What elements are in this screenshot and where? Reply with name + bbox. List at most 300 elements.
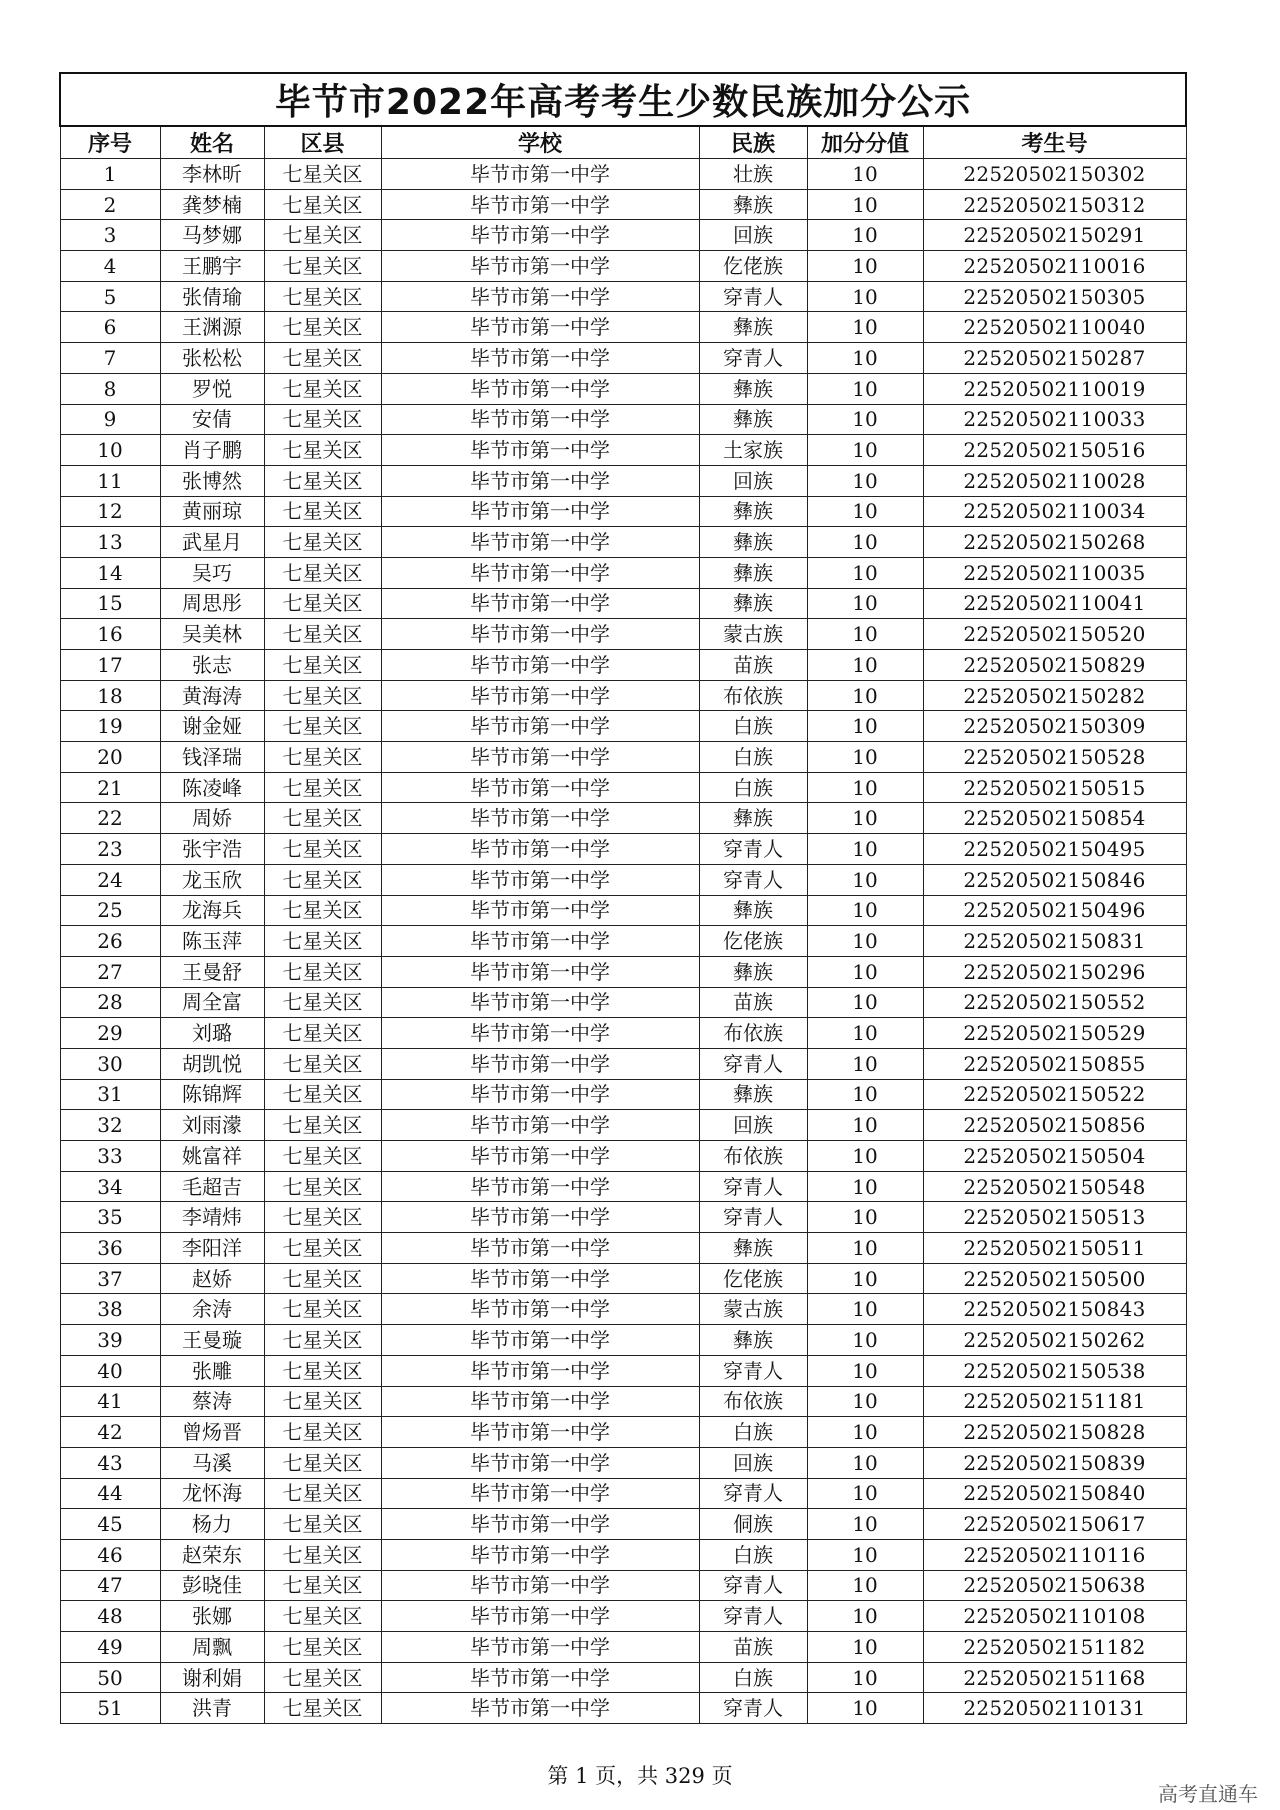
cell-school: 毕节市第一中学 <box>381 557 699 588</box>
cell-district: 七星关区 <box>264 281 381 312</box>
cell-name: 赵娇 <box>160 1263 264 1294</box>
cell-bonus: 10 <box>807 834 923 865</box>
table-row <box>60 1662 1186 1693</box>
table-row <box>60 496 1186 527</box>
cell-exam-id: 22520502110035 <box>923 557 1186 588</box>
cell-bonus: 10 <box>807 1693 923 1724</box>
cell-name: 龚梦楠 <box>160 189 264 220</box>
cell-district: 七星关区 <box>264 650 381 681</box>
cell-school: 毕节市第一中学 <box>381 312 699 343</box>
table-row <box>60 435 1186 466</box>
table-row <box>60 404 1186 435</box>
cell-school: 毕节市第一中学 <box>381 803 699 834</box>
cell-ethnicity: 布依族 <box>699 1386 807 1417</box>
cell-bonus: 10 <box>807 864 923 895</box>
cell-district: 七星关区 <box>264 189 381 220</box>
cell-district: 七星关区 <box>264 343 381 374</box>
cell-school: 毕节市第一中学 <box>381 956 699 987</box>
table-row <box>60 527 1186 558</box>
cell-school: 毕节市第一中学 <box>381 527 699 558</box>
table-row <box>60 895 1186 926</box>
cell-bonus: 10 <box>807 926 923 957</box>
cell-exam-id: 22520502150302 <box>923 159 1186 190</box>
cell-bonus: 10 <box>807 435 923 466</box>
cell-school: 毕节市第一中学 <box>381 404 699 435</box>
cell-exam-id: 22520502150282 <box>923 680 1186 711</box>
table-row <box>60 834 1186 865</box>
cell-bonus: 10 <box>807 1294 923 1325</box>
cell-bonus: 10 <box>807 220 923 251</box>
cell-bonus: 10 <box>807 281 923 312</box>
cell-exam-id: 22520502150296 <box>923 956 1186 987</box>
cell-ethnicity: 穿青人 <box>699 1693 807 1724</box>
cell-bonus: 10 <box>807 1355 923 1386</box>
cell-index: 47 <box>60 1570 160 1601</box>
cell-bonus: 10 <box>807 1171 923 1202</box>
cell-name: 马溪 <box>160 1447 264 1478</box>
cell-district: 七星关区 <box>264 1294 381 1325</box>
cell-index: 7 <box>60 343 160 374</box>
cell-ethnicity: 白族 <box>699 711 807 742</box>
cell-bonus: 10 <box>807 1110 923 1141</box>
cell-school: 毕节市第一中学 <box>381 711 699 742</box>
column-header-ethnicity: 民族 <box>699 126 807 159</box>
cell-ethnicity: 白族 <box>699 742 807 773</box>
cell-bonus: 10 <box>807 987 923 1018</box>
cell-index: 9 <box>60 404 160 435</box>
cell-name: 王鹏宇 <box>160 251 264 282</box>
cell-district: 七星关区 <box>264 588 381 619</box>
cell-index: 40 <box>60 1355 160 1386</box>
cell-school: 毕节市第一中学 <box>381 619 699 650</box>
cell-index: 38 <box>60 1294 160 1325</box>
cell-exam-id: 22520502150262 <box>923 1325 1186 1356</box>
cell-ethnicity: 土家族 <box>699 435 807 466</box>
cell-district: 七星关区 <box>264 1048 381 1079</box>
cell-district: 七星关区 <box>264 404 381 435</box>
table-row <box>60 1294 1186 1325</box>
cell-bonus: 10 <box>807 588 923 619</box>
cell-district: 七星关区 <box>264 312 381 343</box>
cell-bonus: 10 <box>807 343 923 374</box>
cell-ethnicity: 穿青人 <box>699 1478 807 1509</box>
cell-index: 5 <box>60 281 160 312</box>
cell-exam-id: 22520502151181 <box>923 1386 1186 1417</box>
column-header-name: 姓名 <box>160 126 264 159</box>
cell-name: 李靖炜 <box>160 1202 264 1233</box>
column-header-exam-id: 考生号 <box>923 126 1186 159</box>
cell-bonus: 10 <box>807 1263 923 1294</box>
cell-name: 张雕 <box>160 1355 264 1386</box>
cell-exam-id: 22520502151168 <box>923 1662 1186 1693</box>
cell-school: 毕节市第一中学 <box>381 251 699 282</box>
cell-ethnicity: 穿青人 <box>699 1355 807 1386</box>
cell-exam-id: 22520502150538 <box>923 1355 1186 1386</box>
cell-index: 18 <box>60 680 160 711</box>
table-row <box>60 619 1186 650</box>
cell-name: 罗悦 <box>160 373 264 404</box>
cell-district: 七星关区 <box>264 527 381 558</box>
table-row <box>60 742 1186 773</box>
cell-ethnicity: 回族 <box>699 220 807 251</box>
cell-index: 49 <box>60 1632 160 1663</box>
cell-ethnicity: 苗族 <box>699 650 807 681</box>
cell-district: 七星关区 <box>264 1018 381 1049</box>
cell-index: 39 <box>60 1325 160 1356</box>
cell-bonus: 10 <box>807 1447 923 1478</box>
cell-index: 14 <box>60 557 160 588</box>
cell-index: 35 <box>60 1202 160 1233</box>
cell-name: 陈凌峰 <box>160 772 264 803</box>
cell-index: 50 <box>60 1662 160 1693</box>
table-row <box>60 220 1186 251</box>
cell-bonus: 10 <box>807 527 923 558</box>
cell-district: 七星关区 <box>264 742 381 773</box>
column-header-bonus: 加分分值 <box>807 126 923 159</box>
cell-school: 毕节市第一中学 <box>381 159 699 190</box>
cell-district: 七星关区 <box>264 1110 381 1141</box>
cell-bonus: 10 <box>807 742 923 773</box>
cell-bonus: 10 <box>807 557 923 588</box>
cell-bonus: 10 <box>807 1018 923 1049</box>
cell-name: 周飘 <box>160 1632 264 1663</box>
cell-school: 毕节市第一中学 <box>381 1417 699 1448</box>
cell-bonus: 10 <box>807 1539 923 1570</box>
cell-district: 七星关区 <box>264 926 381 957</box>
cell-school: 毕节市第一中学 <box>381 1632 699 1663</box>
cell-ethnicity: 仡佬族 <box>699 926 807 957</box>
cell-bonus: 10 <box>807 1141 923 1172</box>
table-row <box>60 1048 1186 1079</box>
cell-ethnicity: 穿青人 <box>699 1601 807 1632</box>
cell-name: 王曼璇 <box>160 1325 264 1356</box>
cell-school: 毕节市第一中学 <box>381 772 699 803</box>
cell-index: 34 <box>60 1171 160 1202</box>
cell-school: 毕节市第一中学 <box>381 588 699 619</box>
cell-exam-id: 22520502150855 <box>923 1048 1186 1079</box>
cell-bonus: 10 <box>807 619 923 650</box>
cell-exam-id: 22520502150617 <box>923 1509 1186 1540</box>
table-row <box>60 956 1186 987</box>
cell-index: 24 <box>60 864 160 895</box>
table-row <box>60 1632 1186 1663</box>
cell-school: 毕节市第一中学 <box>381 1110 699 1141</box>
cell-index: 41 <box>60 1386 160 1417</box>
table-row <box>60 1447 1186 1478</box>
cell-school: 毕节市第一中学 <box>381 1202 699 1233</box>
cell-district: 七星关区 <box>264 680 381 711</box>
cell-school: 毕节市第一中学 <box>381 1478 699 1509</box>
cell-bonus: 10 <box>807 1632 923 1663</box>
cell-index: 28 <box>60 987 160 1018</box>
table-row <box>60 465 1186 496</box>
cell-ethnicity: 彝族 <box>699 496 807 527</box>
cell-bonus: 10 <box>807 1386 923 1417</box>
table-row <box>60 864 1186 895</box>
column-header-district: 区县 <box>264 126 381 159</box>
cell-school: 毕节市第一中学 <box>381 1141 699 1172</box>
table-row <box>60 1325 1186 1356</box>
cell-district: 七星关区 <box>264 895 381 926</box>
cell-name: 吴巧 <box>160 557 264 588</box>
cell-bonus: 10 <box>807 650 923 681</box>
cell-district: 七星关区 <box>264 251 381 282</box>
cell-index: 51 <box>60 1693 160 1724</box>
cell-district: 七星关区 <box>264 987 381 1018</box>
cell-district: 七星关区 <box>264 557 381 588</box>
cell-bonus: 10 <box>807 803 923 834</box>
cell-name: 张宇浩 <box>160 834 264 865</box>
cell-bonus: 10 <box>807 496 923 527</box>
cell-bonus: 10 <box>807 373 923 404</box>
cell-index: 13 <box>60 527 160 558</box>
cell-name: 王渊源 <box>160 312 264 343</box>
cell-exam-id: 22520502110033 <box>923 404 1186 435</box>
table-row <box>60 251 1186 282</box>
cell-name: 刘璐 <box>160 1018 264 1049</box>
cell-name: 张松松 <box>160 343 264 374</box>
cell-name: 胡凯悦 <box>160 1048 264 1079</box>
cell-index: 30 <box>60 1048 160 1079</box>
column-header-index: 序号 <box>60 126 160 159</box>
cell-exam-id: 22520502150516 <box>923 435 1186 466</box>
cell-exam-id: 22520502150840 <box>923 1478 1186 1509</box>
cell-exam-id: 22520502150843 <box>923 1294 1186 1325</box>
cell-ethnicity: 白族 <box>699 1417 807 1448</box>
cell-ethnicity: 白族 <box>699 1662 807 1693</box>
cell-district: 七星关区 <box>264 1447 381 1478</box>
cell-index: 8 <box>60 373 160 404</box>
cell-ethnicity: 穿青人 <box>699 864 807 895</box>
cell-index: 6 <box>60 312 160 343</box>
cell-exam-id: 22520502150291 <box>923 220 1186 251</box>
table-row <box>60 557 1186 588</box>
table-row <box>60 803 1186 834</box>
cell-district: 七星关区 <box>264 435 381 466</box>
table-row <box>60 281 1186 312</box>
cell-school: 毕节市第一中学 <box>381 1386 699 1417</box>
cell-school: 毕节市第一中学 <box>381 496 699 527</box>
cell-bonus: 10 <box>807 1325 923 1356</box>
cell-exam-id: 22520502150839 <box>923 1447 1186 1478</box>
table-row <box>60 1601 1186 1632</box>
cell-ethnicity: 彝族 <box>699 1325 807 1356</box>
cell-district: 七星关区 <box>264 1325 381 1356</box>
cell-name: 龙怀海 <box>160 1478 264 1509</box>
cell-bonus: 10 <box>807 1079 923 1110</box>
cell-exam-id: 22520502110041 <box>923 588 1186 619</box>
cell-ethnicity: 穿青人 <box>699 1202 807 1233</box>
cell-school: 毕节市第一中学 <box>381 864 699 895</box>
cell-bonus: 10 <box>807 404 923 435</box>
cell-ethnicity: 蒙古族 <box>699 619 807 650</box>
cell-name: 张博然 <box>160 465 264 496</box>
cell-name: 黄海涛 <box>160 680 264 711</box>
cell-index: 19 <box>60 711 160 742</box>
bonus-points-table <box>59 72 1187 1724</box>
cell-school: 毕节市第一中学 <box>381 650 699 681</box>
cell-index: 12 <box>60 496 160 527</box>
cell-district: 七星关区 <box>264 1632 381 1663</box>
cell-exam-id: 22520502150831 <box>923 926 1186 957</box>
page-footer: 第 1 页，共 329 页 <box>547 1764 733 1788</box>
cell-index: 31 <box>60 1079 160 1110</box>
table-row <box>60 1171 1186 1202</box>
cell-ethnicity: 蒙古族 <box>699 1294 807 1325</box>
cell-district: 七星关区 <box>264 1601 381 1632</box>
cell-name: 周娇 <box>160 803 264 834</box>
table-row <box>60 1141 1186 1172</box>
cell-exam-id: 22520502110016 <box>923 251 1186 282</box>
table-row <box>60 987 1186 1018</box>
cell-index: 25 <box>60 895 160 926</box>
cell-exam-id: 22520502150529 <box>923 1018 1186 1049</box>
cell-exam-id: 22520502150495 <box>923 834 1186 865</box>
cell-name: 杨力 <box>160 1509 264 1540</box>
cell-school: 毕节市第一中学 <box>381 742 699 773</box>
cell-school: 毕节市第一中学 <box>381 281 699 312</box>
cell-name: 肖子鹏 <box>160 435 264 466</box>
cell-index: 16 <box>60 619 160 650</box>
table-row <box>60 1079 1186 1110</box>
cell-ethnicity: 穿青人 <box>699 343 807 374</box>
cell-name: 王曼舒 <box>160 956 264 987</box>
cell-name: 李林昕 <box>160 159 264 190</box>
cell-ethnicity: 白族 <box>699 772 807 803</box>
table-row <box>60 1202 1186 1233</box>
cell-school: 毕节市第一中学 <box>381 1662 699 1693</box>
cell-exam-id: 22520502110131 <box>923 1693 1186 1724</box>
table-row <box>60 1018 1186 1049</box>
table-row <box>60 1233 1186 1264</box>
cell-ethnicity: 穿青人 <box>699 281 807 312</box>
cell-district: 七星关区 <box>264 220 381 251</box>
watermark-text: 高考直通车 <box>1158 1782 1258 1806</box>
cell-ethnicity: 彝族 <box>699 312 807 343</box>
cell-name: 陈锦辉 <box>160 1079 264 1110</box>
cell-district: 七星关区 <box>264 711 381 742</box>
cell-index: 22 <box>60 803 160 834</box>
cell-exam-id: 22520502150846 <box>923 864 1186 895</box>
cell-school: 毕节市第一中学 <box>381 1601 699 1632</box>
cell-name: 李阳洋 <box>160 1233 264 1264</box>
cell-ethnicity: 布依族 <box>699 680 807 711</box>
cell-ethnicity: 回族 <box>699 465 807 496</box>
cell-district: 七星关区 <box>264 772 381 803</box>
table-row <box>60 189 1186 220</box>
cell-district: 七星关区 <box>264 1478 381 1509</box>
cell-exam-id: 22520502151182 <box>923 1632 1186 1663</box>
cell-exam-id: 22520502150528 <box>923 742 1186 773</box>
cell-ethnicity: 彝族 <box>699 803 807 834</box>
cell-exam-id: 22520502150638 <box>923 1570 1186 1601</box>
column-header-school: 学校 <box>381 126 699 159</box>
table-row <box>60 1539 1186 1570</box>
cell-exam-id: 22520502150829 <box>923 650 1186 681</box>
cell-district: 七星关区 <box>264 1141 381 1172</box>
cell-bonus: 10 <box>807 1478 923 1509</box>
cell-name: 曾炀晋 <box>160 1417 264 1448</box>
cell-school: 毕节市第一中学 <box>381 1509 699 1540</box>
cell-school: 毕节市第一中学 <box>381 1693 699 1724</box>
cell-bonus: 10 <box>807 1417 923 1448</box>
cell-bonus: 10 <box>807 1048 923 1079</box>
cell-school: 毕节市第一中学 <box>381 1018 699 1049</box>
cell-school: 毕节市第一中学 <box>381 1233 699 1264</box>
cell-exam-id: 22520502110028 <box>923 465 1186 496</box>
table-row <box>60 680 1186 711</box>
table-row <box>60 1263 1186 1294</box>
cell-index: 37 <box>60 1263 160 1294</box>
cell-bonus: 10 <box>807 895 923 926</box>
cell-ethnicity: 回族 <box>699 1110 807 1141</box>
table-row <box>60 1509 1186 1540</box>
cell-school: 毕节市第一中学 <box>381 895 699 926</box>
cell-district: 七星关区 <box>264 1079 381 1110</box>
table-row <box>60 1355 1186 1386</box>
cell-district: 七星关区 <box>264 1417 381 1448</box>
cell-exam-id: 22520502150496 <box>923 895 1186 926</box>
cell-school: 毕节市第一中学 <box>381 1079 699 1110</box>
cell-district: 七星关区 <box>264 1662 381 1693</box>
cell-exam-id: 22520502150520 <box>923 619 1186 650</box>
cell-index: 21 <box>60 772 160 803</box>
cell-ethnicity: 布依族 <box>699 1141 807 1172</box>
cell-name: 谢金娅 <box>160 711 264 742</box>
header-row <box>60 126 1186 159</box>
table-row <box>60 711 1186 742</box>
cell-ethnicity: 苗族 <box>699 1632 807 1663</box>
cell-name: 周思彤 <box>160 588 264 619</box>
cell-name: 赵荣东 <box>160 1539 264 1570</box>
table-row <box>60 588 1186 619</box>
cell-name: 刘雨濛 <box>160 1110 264 1141</box>
cell-name: 黄丽琼 <box>160 496 264 527</box>
cell-bonus: 10 <box>807 1233 923 1264</box>
cell-school: 毕节市第一中学 <box>381 1447 699 1478</box>
cell-exam-id: 22520502150828 <box>923 1417 1186 1448</box>
cell-index: 46 <box>60 1539 160 1570</box>
cell-exam-id: 22520502150287 <box>923 343 1186 374</box>
cell-index: 15 <box>60 588 160 619</box>
cell-bonus: 10 <box>807 465 923 496</box>
cell-exam-id: 22520502150312 <box>923 189 1186 220</box>
cell-school: 毕节市第一中学 <box>381 1171 699 1202</box>
cell-name: 张娜 <box>160 1601 264 1632</box>
table-row <box>60 926 1186 957</box>
cell-exam-id: 22520502150515 <box>923 772 1186 803</box>
cell-index: 4 <box>60 251 160 282</box>
cell-ethnicity: 彝族 <box>699 373 807 404</box>
cell-bonus: 10 <box>807 1202 923 1233</box>
cell-index: 1 <box>60 159 160 190</box>
cell-district: 七星关区 <box>264 1233 381 1264</box>
cell-exam-id: 22520502150548 <box>923 1171 1186 1202</box>
cell-ethnicity: 穿青人 <box>699 834 807 865</box>
cell-district: 七星关区 <box>264 1355 381 1386</box>
cell-school: 毕节市第一中学 <box>381 926 699 957</box>
cell-index: 32 <box>60 1110 160 1141</box>
cell-school: 毕节市第一中学 <box>381 189 699 220</box>
cell-name: 龙海兵 <box>160 895 264 926</box>
cell-district: 七星关区 <box>264 1509 381 1540</box>
cell-name: 武星月 <box>160 527 264 558</box>
cell-district: 七星关区 <box>264 864 381 895</box>
table-row <box>60 650 1186 681</box>
cell-name: 姚富祥 <box>160 1141 264 1172</box>
table-row <box>60 343 1186 374</box>
cell-exam-id: 22520502150854 <box>923 803 1186 834</box>
